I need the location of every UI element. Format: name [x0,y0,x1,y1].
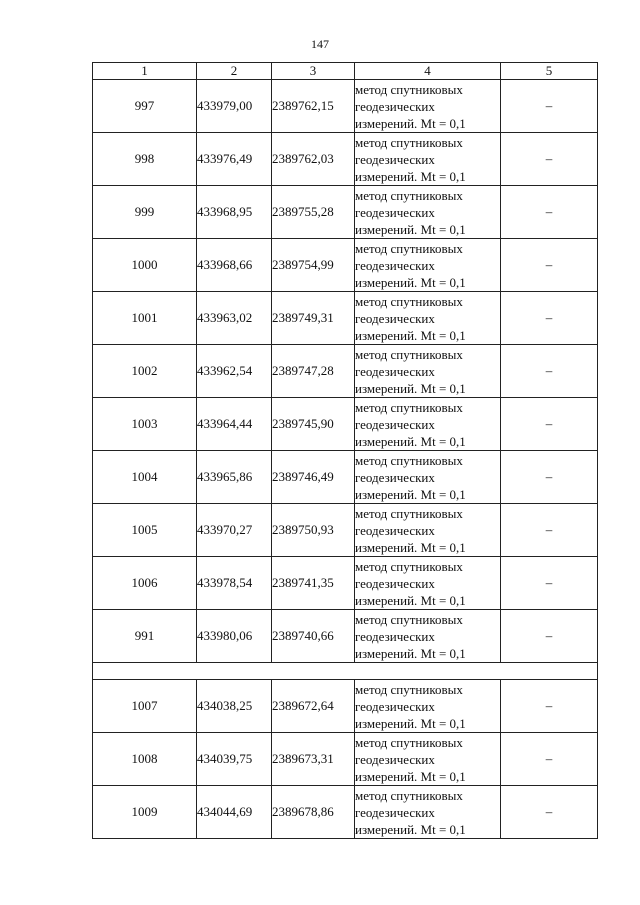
column-5-cell: – [501,451,598,504]
column-5-cell: – [501,80,598,133]
point-number-cell: 1000 [93,239,197,292]
method-line: метод спутниковых [355,505,463,521]
method-line: метод спутниковых [355,346,463,362]
method-cell [355,610,501,663]
blank-separator-row [93,663,598,680]
method-line: метод спутниковых [355,293,463,309]
method-cell [355,398,501,451]
coordinate-x-cell: 433978,54 [197,557,272,610]
method-line: геодезических [355,98,435,114]
method-line: метод спутниковых [355,787,463,803]
method-line: метод спутниковых [355,240,463,256]
method-line: измерений. Mt = 0,1 [355,380,466,396]
method-line: измерений. Mt = 0,1 [355,168,466,184]
method-line: метод спутниковых [355,611,463,627]
coordinate-y-cell: 2389678,86 [272,786,355,839]
column-5-cell: – [501,610,598,663]
method-line: метод спутниковых [355,452,463,468]
table-row [93,292,598,345]
point-number-cell: 1008 [93,733,197,786]
method-line: измерений. Mt = 0,1 [355,592,466,608]
method-cell [355,680,501,733]
table-row [93,398,598,451]
method-line: измерений. Mt = 0,1 [355,486,466,502]
point-number-cell: 991 [93,610,197,663]
table-header-row [93,63,598,80]
method-cell [355,80,501,133]
method-line: метод спутниковых [355,81,463,97]
coordinate-x-cell: 433968,95 [197,186,272,239]
coordinate-y-cell: 2389745,90 [272,398,355,451]
method-line: геодезических [355,522,435,538]
method-line: измерений. Mt = 0,1 [355,221,466,237]
method-cell [355,239,501,292]
coordinate-x-cell: 433976,49 [197,133,272,186]
point-number-cell: 999 [93,186,197,239]
coordinate-y-cell: 2389741,35 [272,557,355,610]
method-cell [355,186,501,239]
column-5-cell: – [501,292,598,345]
column-5-cell: – [501,786,598,839]
method-line: геодезических [355,363,435,379]
method-line: измерений. Mt = 0,1 [355,645,466,661]
table-row [93,610,598,663]
coordinate-x-cell: 434039,75 [197,733,272,786]
coordinate-y-cell: 2389672,64 [272,680,355,733]
method-line: геодезических [355,204,435,220]
column-5-cell: – [501,733,598,786]
page-number: 147 [311,37,329,51]
blank-separator-cell [93,663,598,680]
coordinate-x-cell: 433980,06 [197,610,272,663]
method-line: метод спутниковых [355,734,463,750]
coordinate-x-cell: 433968,66 [197,239,272,292]
table-row [93,80,598,133]
column-5-cell: – [501,186,598,239]
point-number-cell: 997 [93,80,197,133]
coordinate-x-cell: 433970,27 [197,504,272,557]
coordinate-x-cell: 433964,44 [197,398,272,451]
coordinate-y-cell: 2389750,93 [272,504,355,557]
method-line: геодезических [355,628,435,644]
method-cell [355,451,501,504]
table-row [93,733,598,786]
coordinate-y-cell: 2389754,99 [272,239,355,292]
method-line: метод спутниковых [355,558,463,574]
method-cell [355,292,501,345]
method-line: геодезических [355,257,435,273]
method-cell [355,133,501,186]
point-number-cell: 1009 [93,786,197,839]
table-row [93,345,598,398]
table-row [93,557,598,610]
column-5-cell: – [501,504,598,557]
method-line: метод спутниковых [355,187,463,203]
coordinate-x-cell: 433963,02 [197,292,272,345]
point-number-cell: 1007 [93,680,197,733]
column-5-cell: – [501,398,598,451]
table-row [93,133,598,186]
coordinate-x-cell: 433965,86 [197,451,272,504]
point-number-cell: 1003 [93,398,197,451]
method-line: метод спутниковых [355,134,463,150]
coordinates-table [92,62,598,839]
method-line: измерений. Mt = 0,1 [355,327,466,343]
coordinate-x-cell: 434038,25 [197,680,272,733]
coordinate-y-cell: 2389746,49 [272,451,355,504]
coordinate-y-cell: 2389673,31 [272,733,355,786]
coordinate-y-cell: 2389762,03 [272,133,355,186]
header-col-5: 5 [501,63,598,80]
header-col-3: 3 [272,63,355,80]
table-row [93,786,598,839]
method-cell [355,557,501,610]
table-row [93,239,598,292]
point-number-cell: 1006 [93,557,197,610]
point-number-cell: 1002 [93,345,197,398]
table-row [93,504,598,557]
method-line: геодезических [355,575,435,591]
method-line: геодезических [355,751,435,767]
method-line: измерений. Mt = 0,1 [355,768,466,784]
column-5-cell: – [501,680,598,733]
header-col-2: 2 [197,63,272,80]
header-col-4: 4 [355,63,501,80]
method-cell [355,504,501,557]
column-5-cell: – [501,133,598,186]
method-line: измерений. Mt = 0,1 [355,115,466,131]
method-line: измерений. Mt = 0,1 [355,274,466,290]
method-line: метод спутниковых [355,399,463,415]
method-line: геодезических [355,416,435,432]
coordinate-y-cell: 2389755,28 [272,186,355,239]
method-line: измерений. Mt = 0,1 [355,433,466,449]
method-line: измерений. Mt = 0,1 [355,539,466,555]
coordinate-y-cell: 2389762,15 [272,80,355,133]
table-row [93,451,598,504]
coordinate-x-cell: 433962,54 [197,345,272,398]
method-line: измерений. Mt = 0,1 [355,821,466,837]
coordinate-y-cell: 2389740,66 [272,610,355,663]
method-line: измерений. Mt = 0,1 [355,715,466,731]
method-line: геодезических [355,310,435,326]
coordinate-y-cell: 2389747,28 [272,345,355,398]
header-col-1: 1 [93,63,197,80]
point-number-cell: 1001 [93,292,197,345]
method-line: геодезических [355,469,435,485]
coordinate-y-cell: 2389749,31 [272,292,355,345]
method-cell [355,345,501,398]
coordinate-x-cell: 434044,69 [197,786,272,839]
method-line: метод спутниковых [355,681,463,697]
point-number-cell: 998 [93,133,197,186]
method-cell [355,733,501,786]
method-line: геодезических [355,698,435,714]
coordinate-x-cell: 433979,00 [197,80,272,133]
point-number-cell: 1004 [93,451,197,504]
table-row [93,186,598,239]
column-5-cell: – [501,345,598,398]
method-cell [355,786,501,839]
method-line: геодезических [355,151,435,167]
table-row [93,680,598,733]
column-5-cell: – [501,239,598,292]
point-number-cell: 1005 [93,504,197,557]
table-body [93,63,598,839]
method-line: геодезических [355,804,435,820]
column-5-cell: – [501,557,598,610]
